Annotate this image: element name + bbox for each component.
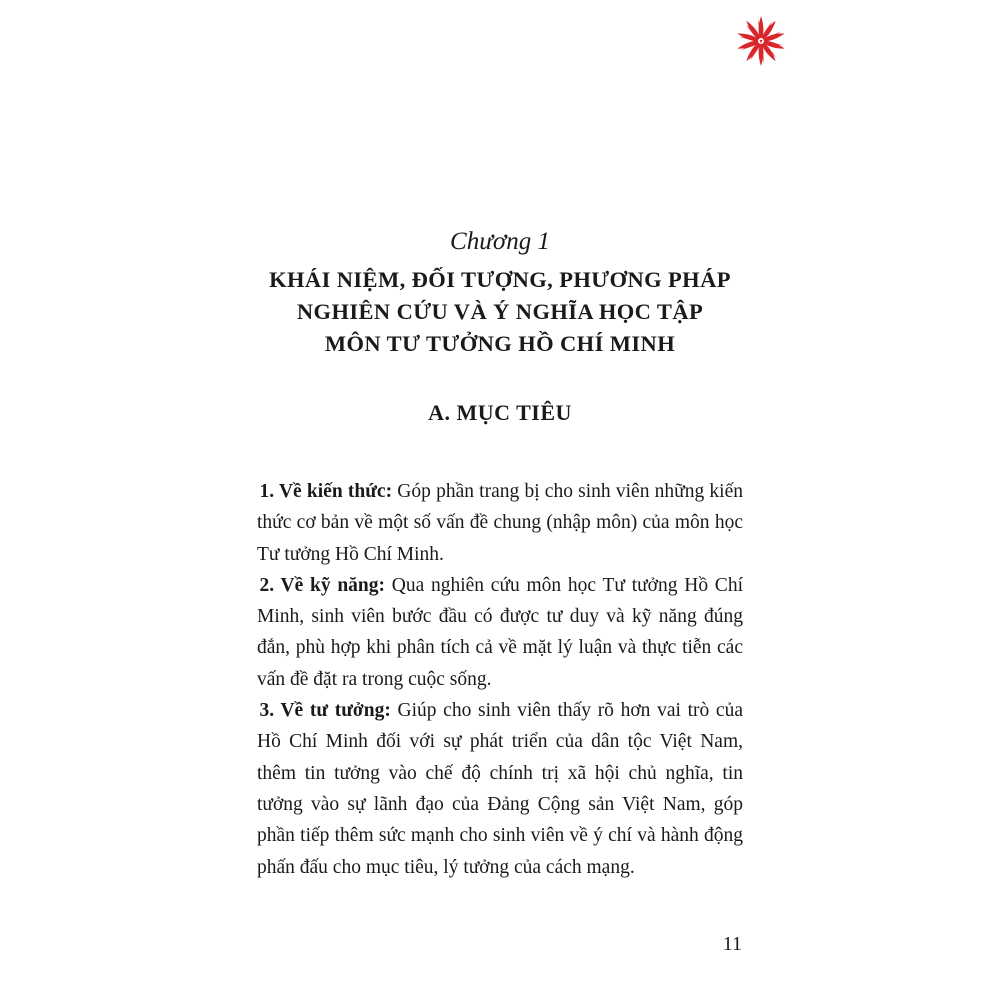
objectives-body (257, 476, 743, 883)
chapter-title-line-1: KHÁI NIỆM, ĐỐI TƯỢNG, PHƯƠNG PHÁP (269, 267, 731, 292)
publisher-logo-icon (734, 14, 788, 68)
paragraph-text: Qua nghiên cứu môn học Tư tưởng Hồ Chí Minh, sinh viên bước đầu có được tư duy và kỹ năng đúng đắn, phù hợp khi phân tích cả về mặt lý luận và thực tiễn các vấn đề đặt ra trong cuộc sống. (257, 574, 743, 690)
section-heading: A. MỤC TIÊU (428, 400, 572, 425)
paragraph-lead: 2. Về kỹ năng: (259, 574, 386, 596)
chapter-title-line-3: MÔN TƯ TƯỞNG HỒ CHÍ MINH (324, 331, 676, 356)
paragraph-text: Giúp cho sinh viên thấy rõ hơn vai trò của Hồ Chí Minh đối với sự phát triển của dân tộc Việt Nam, thêm tin tưởng vào chế độ chính trị xã hội chủ nghĩa, tin tưởng vào sự lãnh đạo của Đảng Cộng sản Việt Nam, góp phần tiếp thêm sức mạnh cho sinh viên về ý chí và hành động phấn đấu cho mục tiêu, lý tưởng của cách mạng. (257, 700, 743, 878)
paragraph-knowledge (257, 476, 743, 570)
paragraph-ideology (257, 695, 743, 883)
page-number: 11 (722, 933, 742, 955)
chapter-label: Chương 1 (450, 228, 550, 255)
paragraph-lead: 3. Về tư tưởng: (259, 700, 391, 722)
paragraph-lead: 1. Về kiến thức: (259, 481, 393, 502)
paragraph-skills (257, 570, 743, 695)
chapter-title (200, 264, 800, 360)
chapter-title-line-2: NGHIÊN CỨU VÀ Ý NGHĨA HỌC TẬP (296, 299, 704, 324)
paragraph-text: Góp phần trang bị cho sinh viên những kiến thức cơ bản về một số vấn đề chung (nhập môn) của môn học Tư tưởng Hồ Chí Minh. (257, 481, 743, 565)
